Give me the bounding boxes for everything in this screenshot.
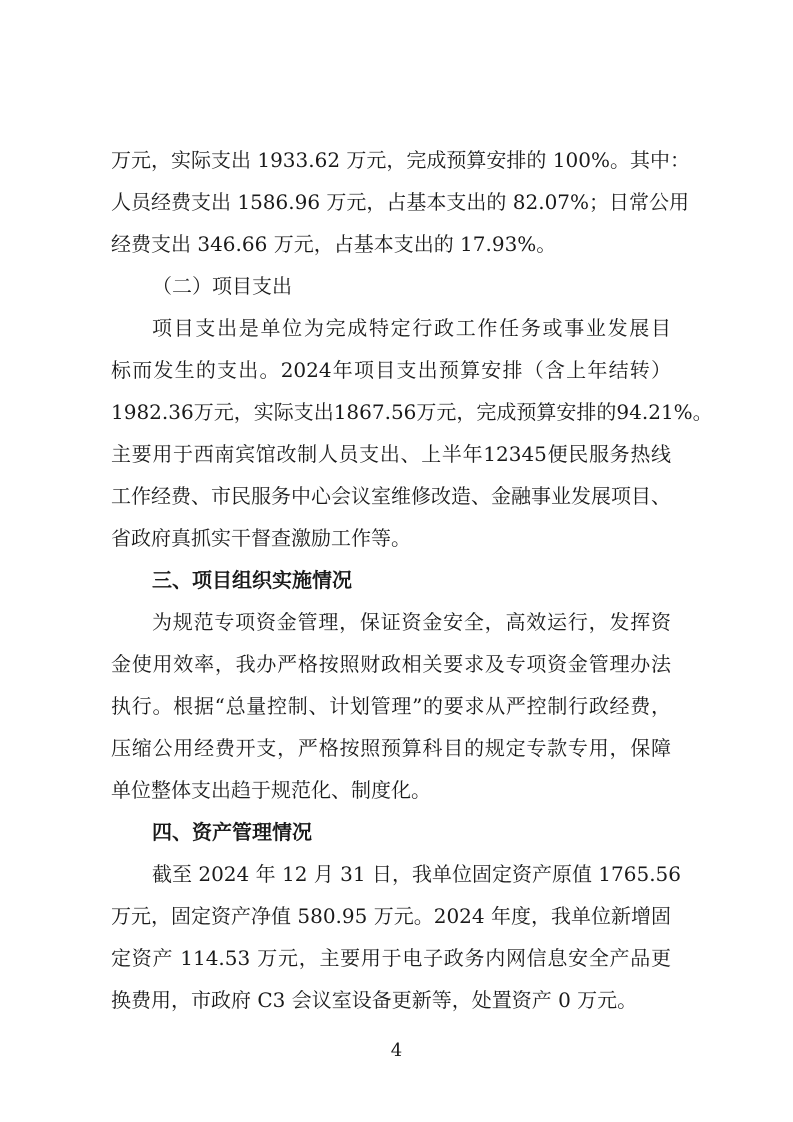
body-line-12: 为规范专项资金管理，保证资金安全，高效运行，发挥资: [152, 610, 671, 634]
body-line-14: 执行。根据“总量控制、计划管理”的要求从严控制行政经费，: [111, 694, 671, 718]
body-line-7: 1982.36万元，实际支出1867.56万元，完成预算安排的94.21%。: [111, 400, 713, 424]
section-heading-4: 四、资产管理情况: [152, 820, 312, 844]
body-line-8: 主要用于西南宾馆改制人员支出、上半年12345便民服务热线: [111, 442, 671, 466]
body-line-2: 人员经费支出 1586.96 万元，占基本支出的 82.07%；日常公用: [111, 190, 690, 214]
section-heading-3: 三、项目组织实施情况: [152, 568, 352, 592]
body-line-15: 压缩公用经费开支，严格按照预算科目的规定专款专用，保障: [111, 736, 671, 760]
body-line-10: 省政府真抓实干督查激励工作等。: [111, 526, 411, 550]
subsection-heading: （二）项目支出: [152, 274, 292, 298]
body-line-18: 截至 2024 年 12 月 31 日，我单位固定资产原值 1765.56: [152, 862, 682, 886]
body-line-9: 工作经费、市民服务中心会议室维修改造、金融事业发展项目、: [111, 484, 671, 508]
body-line-20: 定资产 114.53 万元，主要用于电子政务内网信息安全产品更: [111, 946, 671, 970]
page-number: 4: [390, 1040, 403, 1061]
body-line-21: 换费用，市政府 C3 会议室设备更新等，处置资产 0 万元。: [111, 988, 638, 1012]
body-line-13: 金使用效率，我办严格按照财政相关要求及专项资金管理办法: [111, 652, 671, 676]
body-line-6: 标而发生的支出。2024年项目支出预算安排（含上年结转）: [111, 358, 671, 382]
body-line-16: 单位整体支出趋于规范化、制度化。: [111, 778, 431, 802]
body-line-1: 万元，实际支出 1933.62 万元，完成预算安排的 100%。其中：: [111, 148, 690, 172]
body-line-3: 经费支出 346.66 万元，占基本支出的 17.93%。: [111, 232, 557, 256]
body-line-19: 万元，固定资产净值 580.95 万元。2024 年度，我单位新增固: [111, 904, 671, 928]
body-line-5: 项目支出是单位为完成特定行政工作任务或事业发展目: [152, 316, 671, 340]
